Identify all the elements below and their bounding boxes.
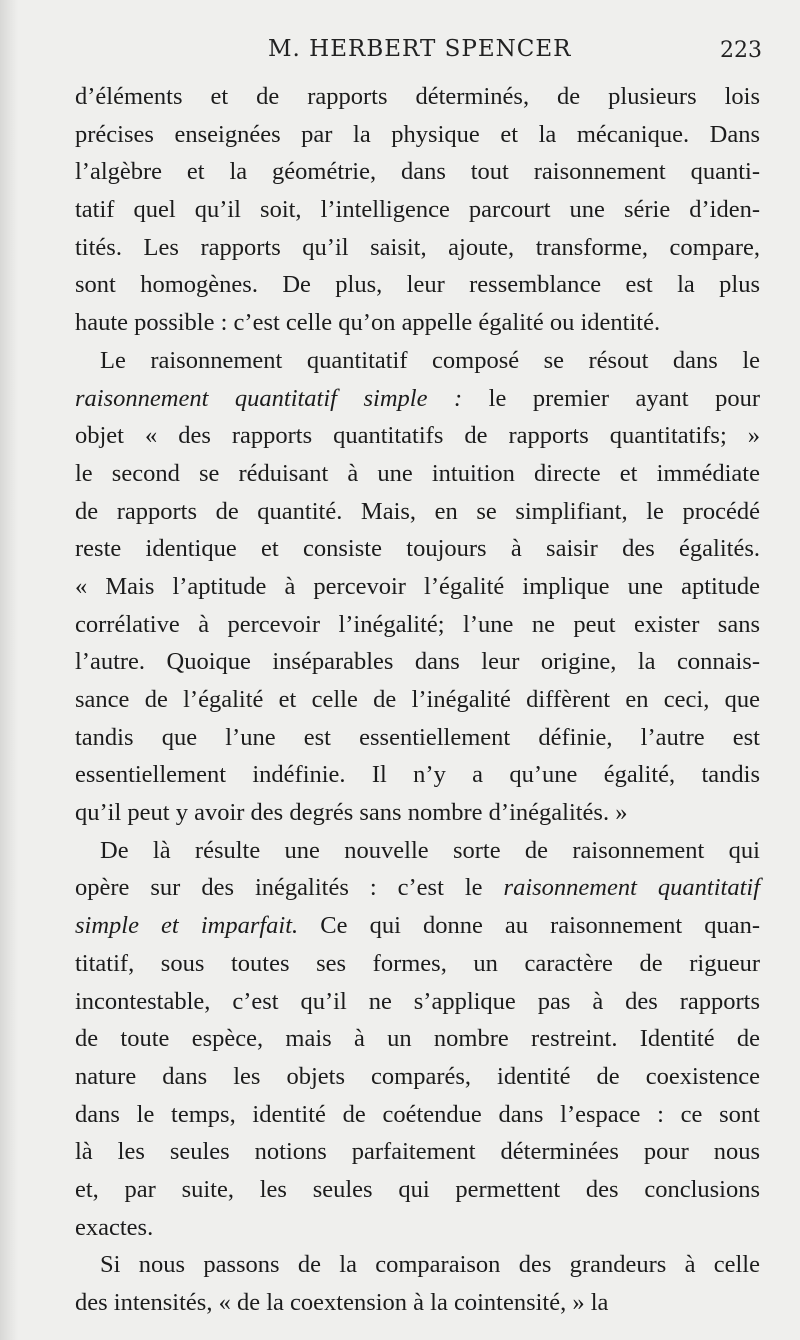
text-run: haute possible : c’est celle qu’on appelle égalité ou identité. xyxy=(75,309,661,337)
italic-text: simple et imparfait. xyxy=(75,912,299,940)
text-line xyxy=(75,1133,760,1171)
text-run: précises enseignées par la physique et la mécanique. Dans xyxy=(75,120,760,148)
text-run: tatif quel qu’il soit, l’intelligence parcourt une série d’iden- xyxy=(75,196,760,224)
text-line xyxy=(75,907,760,945)
text-line xyxy=(75,643,760,681)
page-number: 223 xyxy=(720,38,762,63)
page-header xyxy=(0,36,800,68)
text-line xyxy=(75,983,760,1021)
text-line xyxy=(75,719,760,757)
text-run: Si nous passons de la comparaison des grandeurs à celle xyxy=(100,1251,760,1279)
running-title: M. HERBERT SPENCER xyxy=(268,36,572,62)
text-line xyxy=(75,304,760,342)
text-line xyxy=(75,493,760,531)
text-run: dans le temps, identité de coétendue dans l’espace : ce sont xyxy=(75,1100,760,1128)
text-line xyxy=(75,78,760,116)
text-run: exactes. xyxy=(75,1213,154,1241)
text-line xyxy=(75,1284,760,1322)
text-line xyxy=(75,530,760,568)
text-run: corrélative à percevoir l’inégalité; l’une ne peut exister sans xyxy=(75,610,760,638)
text-line xyxy=(75,417,760,455)
text-line xyxy=(75,191,760,229)
text-line xyxy=(75,1096,760,1134)
text-run: « Mais l’aptitude à percevoir l’égalité implique une aptitude xyxy=(75,572,760,600)
text-line xyxy=(75,568,760,606)
text-run: nature dans les objets comparés, identité de coexistence xyxy=(75,1062,760,1090)
text-run: essentiellement indéfinie. Il n’y a qu’une égalité, tandis xyxy=(75,761,760,789)
text-run: tités. Les rapports qu’il saisit, ajoute, transforme, compare, xyxy=(75,233,760,261)
text-run: tandis que l’une est essentiellement définie, l’autre est xyxy=(75,723,760,751)
text-line xyxy=(75,342,760,380)
text-run: reste identique et consiste toujours à saisir des égalités. xyxy=(75,535,760,563)
text-line xyxy=(75,455,760,493)
text-line xyxy=(75,1020,760,1058)
body-text xyxy=(75,78,760,1322)
text-run: des intensités, « de la coextension à la cointensité, » la xyxy=(75,1289,609,1316)
text-run: d’éléments et de rapports déterminés, de plusieurs lois xyxy=(75,83,760,110)
text-line xyxy=(75,606,760,644)
text-line xyxy=(75,832,760,870)
text-run: opère sur des inégalités : c’est le xyxy=(75,874,504,902)
text-line xyxy=(75,266,760,304)
text-line xyxy=(75,116,760,154)
text-run: le premier ayant pour xyxy=(462,384,760,412)
text-line xyxy=(75,1171,760,1209)
text-line xyxy=(75,229,760,267)
text-line xyxy=(75,153,760,191)
text-run: objet « des rapports quantitatifs de rapports quantitatifs; » xyxy=(75,422,760,450)
text-run: Le raisonnement quantitatif composé se résout dans le xyxy=(100,346,760,374)
text-run: et, par suite, les seules qui permettent des conclusions xyxy=(75,1175,760,1203)
text-run: de rapports de quantité. Mais, en se simplifiant, le procédé xyxy=(75,497,760,525)
text-run: l’algèbre et la géométrie, dans tout raisonnement quanti- xyxy=(75,158,760,186)
text-run: le second se réduisant à une intuition directe et immédiate xyxy=(75,459,760,487)
text-line xyxy=(75,1209,760,1247)
text-run: Ce qui donne au raisonnement quan- xyxy=(298,912,761,940)
text-run: titatif, sous toutes ses formes, un caractère de rigueur xyxy=(75,949,760,977)
text-run: sont homogènes. De plus, leur ressemblance est la plus xyxy=(75,271,760,299)
text-run: De là résulte une nouvelle sorte de raisonnement qui xyxy=(100,836,760,864)
italic-text: raisonnement quantitatif xyxy=(503,874,760,902)
text-line xyxy=(75,945,760,983)
text-line xyxy=(75,1246,760,1284)
text-run: sance de l’égalité et celle de l’inégalité diffèrent en ceci, que xyxy=(75,686,760,713)
text-line xyxy=(75,1058,760,1096)
text-run: de toute espèce, mais à un nombre restreint. Identité de xyxy=(75,1025,760,1053)
text-line xyxy=(75,869,760,907)
text-run: qu’il peut y avoir des degrés sans nombre d’inégalités. » xyxy=(75,799,628,827)
italic-text: raisonnement quantitatif simple : xyxy=(75,384,463,412)
text-run: là les seules notions parfaitement déterminées pour nous xyxy=(75,1138,760,1166)
text-run: l’autre. Quoique inséparables dans leur origine, la connais- xyxy=(75,648,760,676)
text-line xyxy=(75,380,760,418)
text-run: incontestable, c’est qu’il ne s’applique pas à des rapports xyxy=(75,987,760,1015)
text-line xyxy=(75,681,760,719)
binding-shadow xyxy=(0,0,18,1340)
text-line xyxy=(75,756,760,794)
text-line xyxy=(75,794,760,832)
